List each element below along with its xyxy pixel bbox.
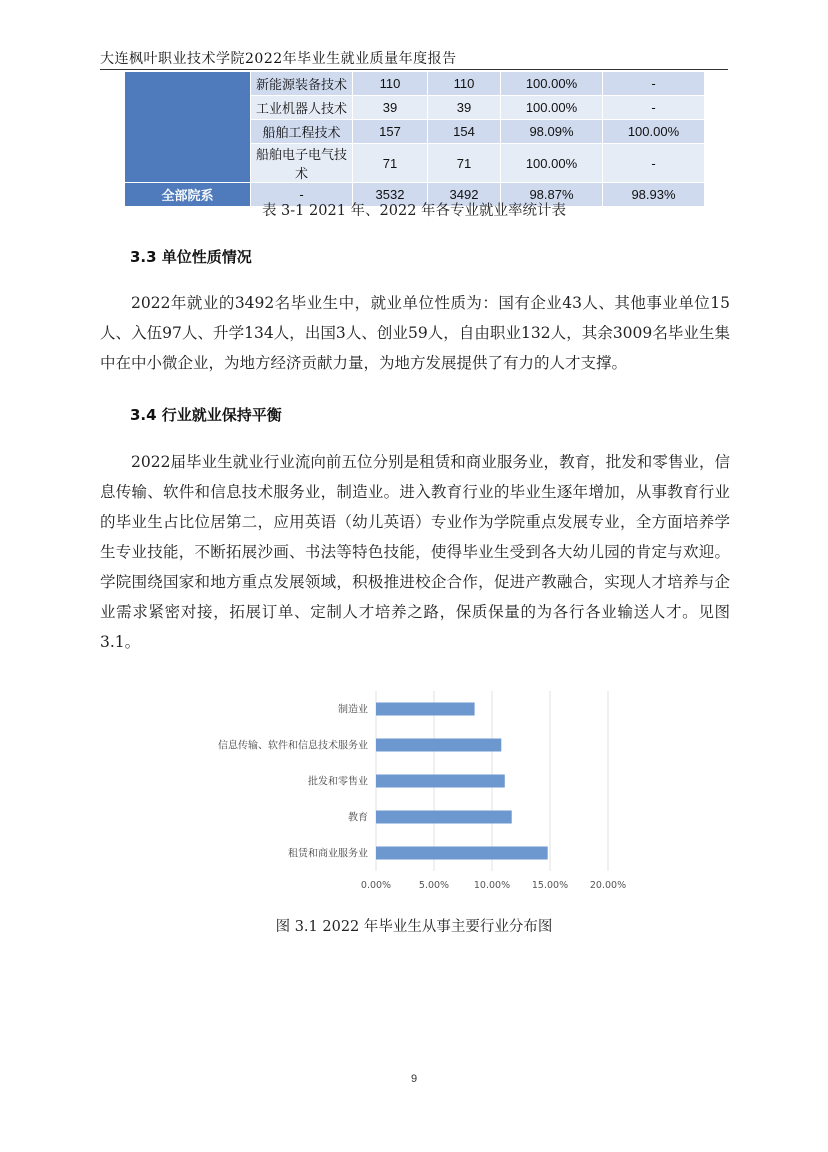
rate-2022-cell: 100.00% <box>501 144 603 183</box>
grad-count-cell: 71 <box>353 144 428 183</box>
employed-count-cell: 71 <box>428 144 501 183</box>
header-rule <box>100 69 728 70</box>
x-tick-label: 10.00% <box>473 880 511 891</box>
major-cell: 船舶电子电气技术 <box>251 144 353 183</box>
page-number: 9 <box>410 1073 418 1085</box>
paragraph-3-3 <box>100 288 730 378</box>
rate-2021-cell: - <box>603 144 705 183</box>
rate-2021-cell: - <box>603 72 705 96</box>
running-header: 大连枫叶职业技术学院2022年毕业生就业质量年度报告 <box>100 51 457 67</box>
bar <box>376 847 548 860</box>
employed-count-cell: 154 <box>428 120 501 144</box>
rate-2021-cell: 98.93% <box>603 183 705 207</box>
x-tick-label: 20.00% <box>589 880 627 891</box>
category-label: 教育 <box>348 812 368 824</box>
category-label: 批发和零售业 <box>308 776 368 788</box>
employment-rate-table <box>124 71 705 207</box>
bar <box>376 811 512 824</box>
major-cell: 新能源装备技术 <box>251 72 353 96</box>
major-cell: 工业机器人技术 <box>251 96 353 120</box>
category-label: 信息传输、软件和信息技术服务业 <box>218 740 368 752</box>
bar <box>376 775 505 788</box>
section-title-3-4: 3.4 行业就业保持平衡 <box>130 406 282 424</box>
rate-2021-cell: 100.00% <box>603 120 705 144</box>
industry-distribution-chart <box>200 685 630 900</box>
bar <box>376 703 475 716</box>
figure-caption: 图 3.1 2022 年毕业生从事主要行业分布图 <box>275 919 553 935</box>
paragraph-3-4 <box>100 447 730 657</box>
bar <box>376 739 501 752</box>
section-title-3-3: 3.3 单位性质情况 <box>130 248 252 266</box>
grad-count-cell: 3532 <box>353 183 428 207</box>
employed-count-cell: 39 <box>428 96 501 120</box>
rate-2021-cell: - <box>603 96 705 120</box>
rate-2022-cell: 98.87% <box>501 183 603 207</box>
x-tick-label: 0.00% <box>360 880 392 891</box>
x-tick-label: 15.00% <box>531 880 569 891</box>
employed-count-cell: 3492 <box>428 183 501 207</box>
x-tick-label: 5.00% <box>418 880 450 891</box>
rate-2022-cell: 100.00% <box>501 96 603 120</box>
paragraph-text: 2022届毕业生就业行业流向前五位分别是租赁和商业服务业，教育，批发和零售业，信息传输、软件和信息技术服务业，制造业。进入教育行业的毕业生逐年增加，从事教育行业的毕业生占比位居第二，应用英语（幼儿英语）专业作为学院重点发展专业，全方面培养学生专业技能，不断拓展沙画、书法等特色技能，使得毕业生受到各大幼儿园的肯定与欢迎。学院围绕国家和地方重点发展领域，积极推进校企合作，促进产教融合，实现人才培养与企业需求紧密对接，拓展订单、定制人才培养之路，保质保量的为各行各业输送人才。见图 3.1。 <box>100 453 730 651</box>
employed-count-cell: 110 <box>428 72 501 96</box>
table-row <box>125 72 705 96</box>
grad-count-cell: 110 <box>353 72 428 96</box>
category-label: 租赁和商业服务业 <box>288 848 368 860</box>
grad-count-cell: 157 <box>353 120 428 144</box>
total-dept-cell: 全部院系 <box>125 183 251 207</box>
grad-count-cell: 39 <box>353 96 428 120</box>
major-cell: - <box>251 183 353 207</box>
rate-2022-cell: 98.09% <box>501 120 603 144</box>
dept-cell <box>125 72 251 183</box>
table-caption: 表 3-1 2021 年、2022 年各专业就业率统计表 <box>261 203 567 219</box>
category-label: 制造业 <box>338 704 368 716</box>
major-cell: 船舶工程技术 <box>251 120 353 144</box>
paragraph-text: 2022年就业的3492名毕业生中，就业单位性质为：国有企业43人、其他事业单位15人、入伍97人、升学134人，出国3人、创业59人，自由职业132人，其余3009名毕业生集中在中小微企业，为地方经济贡献力量，为地方发展提供了有力的人才支撑。 <box>100 294 730 372</box>
rate-2022-cell: 100.00% <box>501 72 603 96</box>
